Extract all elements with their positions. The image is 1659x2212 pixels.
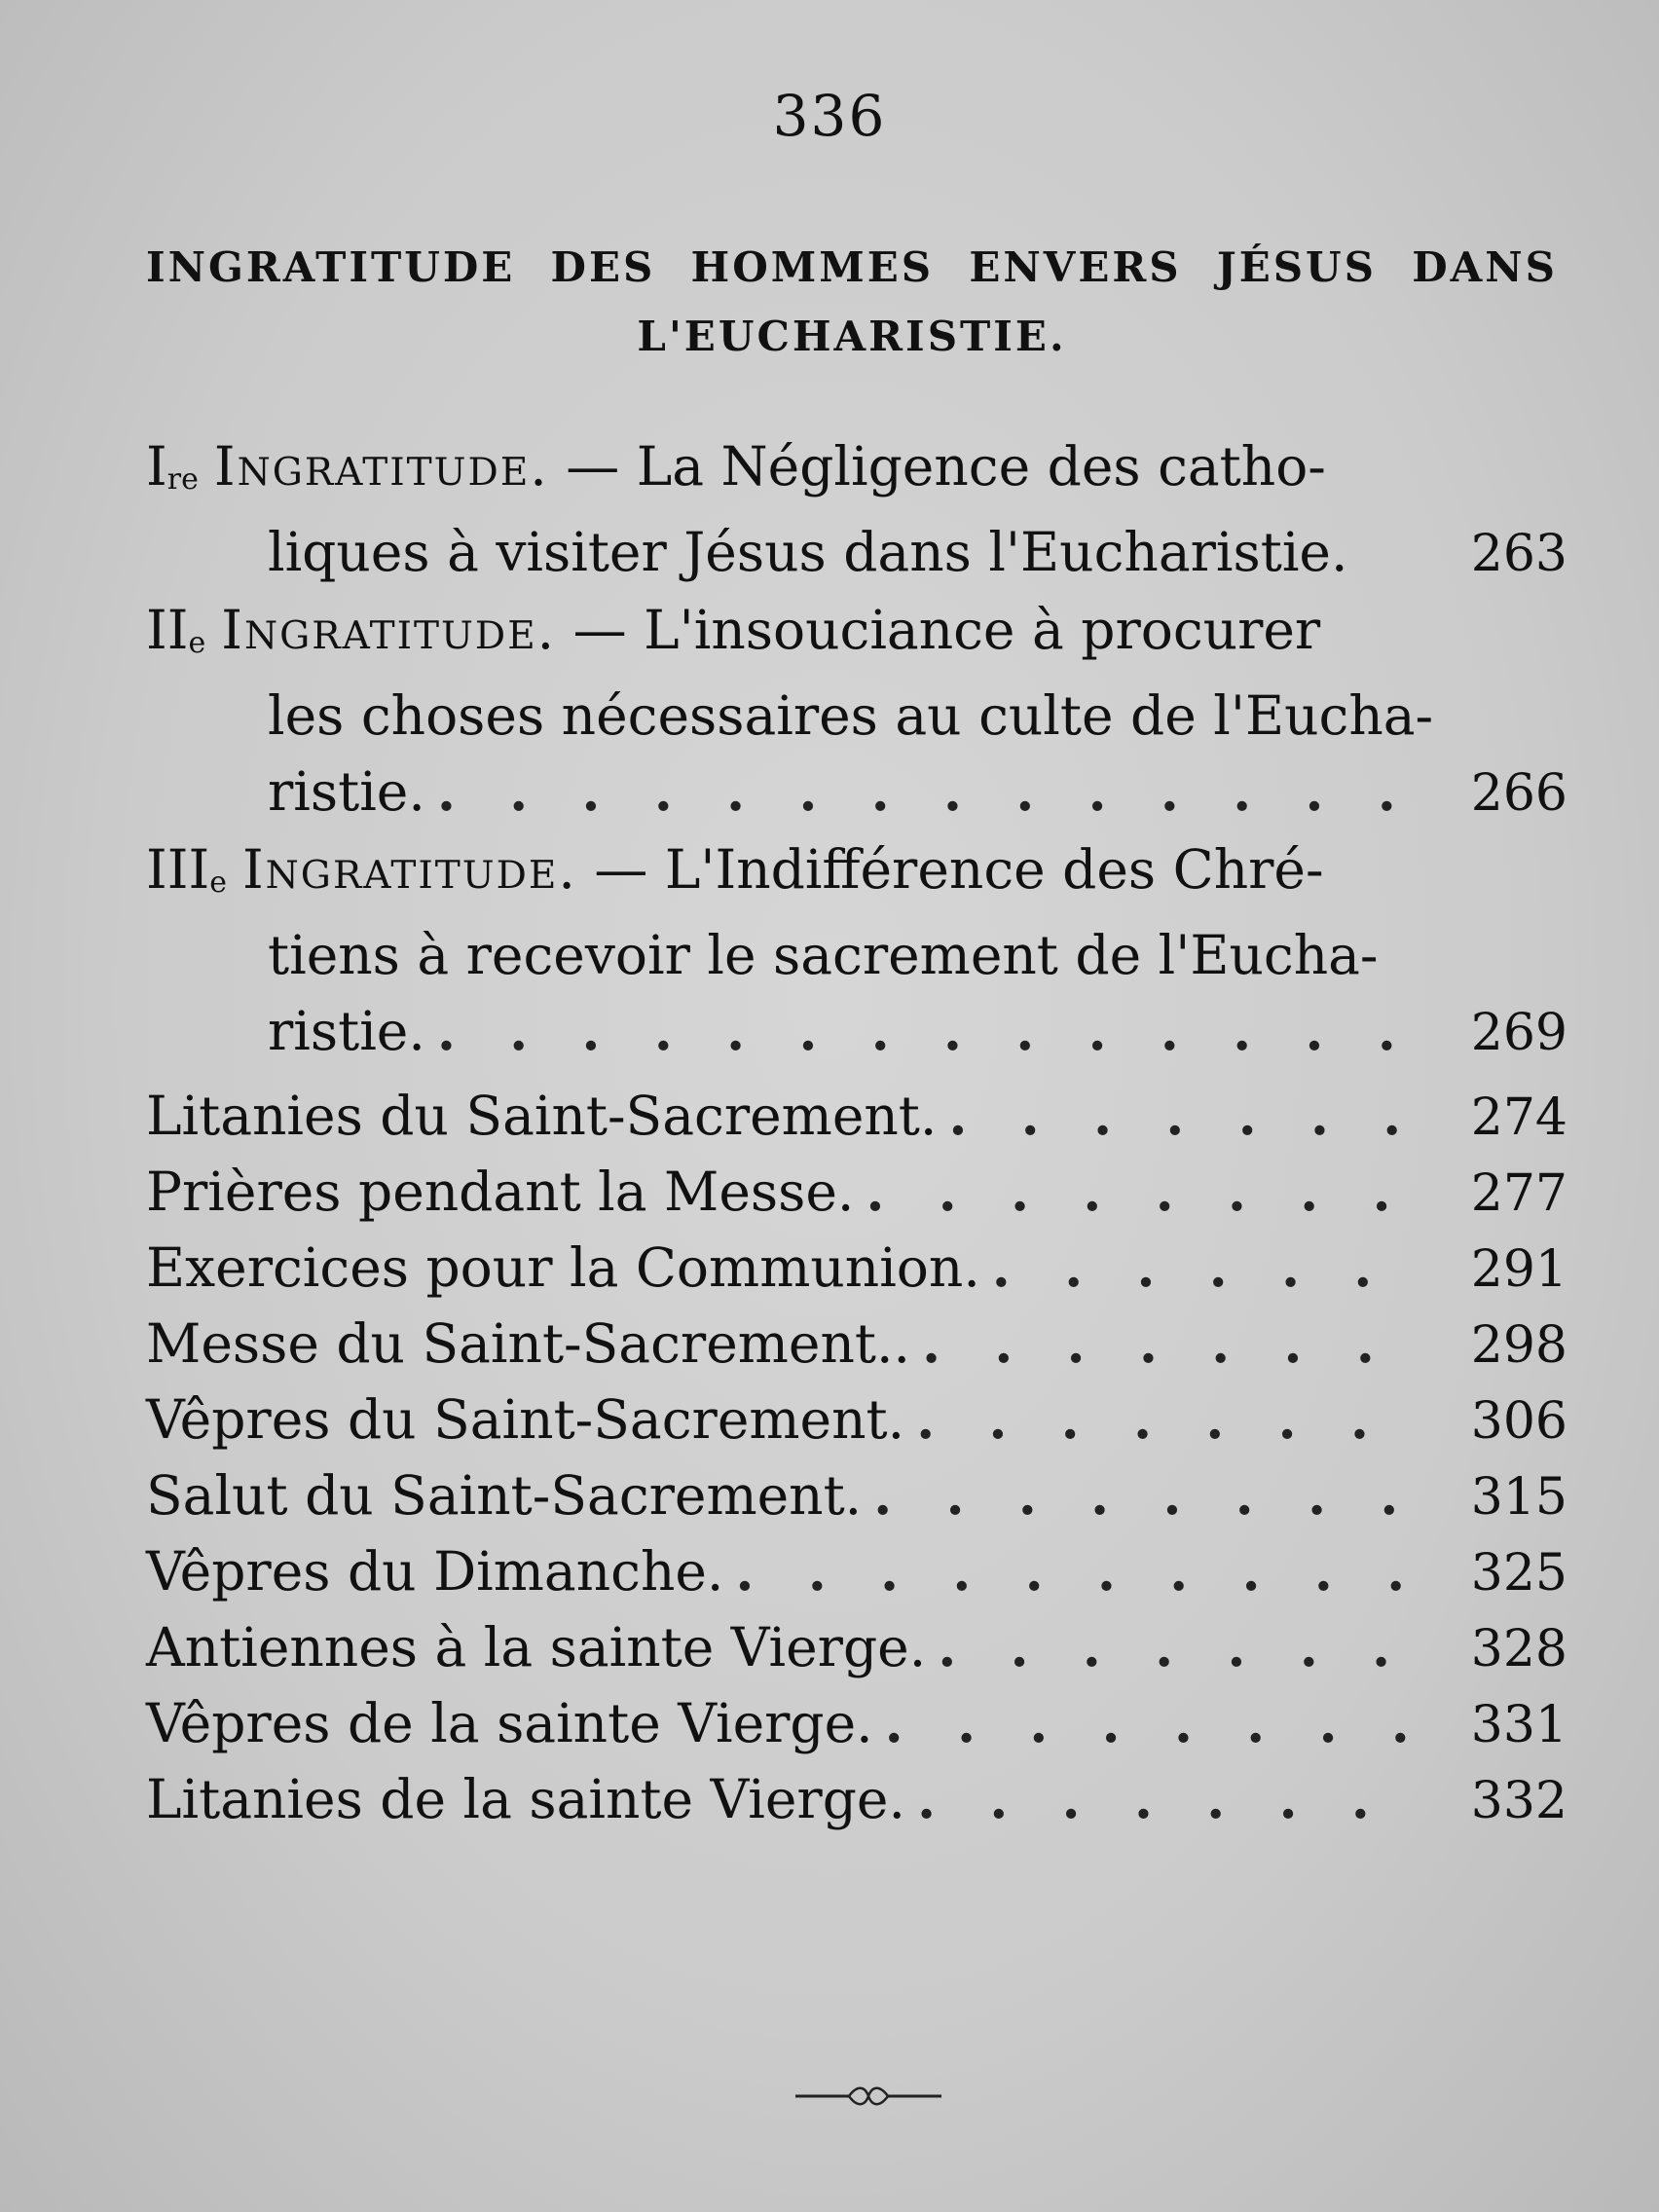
toc-entry[interactable] — [146, 1155, 1567, 1231]
title-word: DES — [550, 243, 656, 291]
roman-numeral: II — [146, 599, 189, 661]
page-reference: 306 — [1470, 1392, 1567, 1451]
roman-numeral: I — [146, 435, 167, 498]
page-reference: 263 — [1470, 525, 1567, 583]
entry-text-line: ristie. — [268, 1000, 425, 1062]
entry-text-line: tiens à recevoir le sacrement de l'Eucha- — [268, 924, 1379, 986]
title-word: HOMMES — [690, 243, 935, 291]
entry-title: Litanies du Saint-Sacrement. — [146, 1085, 938, 1147]
page-reference: 315 — [1470, 1468, 1567, 1527]
dot-leader — [866, 1155, 1425, 1229]
entry-title: Messe du Saint-Sacrement.. — [146, 1312, 910, 1375]
contents-list — [146, 1079, 1567, 1838]
ordinal-suffix: re — [166, 462, 199, 497]
page-number: 336 — [772, 83, 887, 149]
section-title-line-1 — [146, 243, 1558, 291]
title-word: ENVERS — [969, 243, 1182, 291]
entry-text-line: les choses nécessaires au culte de l'Eucha- — [268, 684, 1434, 747]
entry-label: Ingratitude. — [213, 435, 549, 498]
dot-leader — [735, 1534, 1425, 1608]
entry-text-line: liques à visiter Jésus dans l'Eucharistie. — [268, 521, 1348, 583]
entry-label: Ingratitude. — [221, 599, 557, 661]
toc-entry[interactable] — [146, 1534, 1567, 1610]
dot-leader — [916, 1382, 1425, 1456]
entry-text-line: — La Négligence des catho- — [566, 435, 1326, 498]
dot-leader — [873, 1458, 1425, 1532]
toc-entry[interactable] — [146, 1686, 1567, 1762]
dot-leader — [437, 993, 1425, 1069]
title-word: INGRATITUDE — [146, 243, 516, 291]
section-title-line-2: L'EUCHARISTIE. — [637, 313, 1067, 360]
dot-leader — [992, 1231, 1425, 1305]
entry-text-line: — L'Indifférence des Chré- — [594, 838, 1324, 901]
toc-entry[interactable] — [146, 1610, 1567, 1686]
toc-entry-ingratitude-2[interactable] — [146, 592, 1567, 831]
dot-leader — [437, 754, 1425, 830]
toc-entry[interactable] — [146, 1231, 1567, 1307]
entry-title: Exercices pour la Communion. — [146, 1236, 980, 1299]
entry-title: Vêpres de la sainte Vierge. — [146, 1692, 873, 1754]
toc-entry[interactable] — [146, 1762, 1567, 1838]
entry-title: Vêpres du Dimanche. — [146, 1540, 724, 1603]
page-reference: 328 — [1470, 1620, 1567, 1678]
page-reference: 274 — [1470, 1088, 1567, 1147]
entry-text-line: ristie. — [268, 760, 425, 823]
dot-leader — [917, 1762, 1425, 1836]
ornament-flourish — [791, 2082, 946, 2111]
page-reference: 291 — [1470, 1240, 1567, 1299]
entry-title: Vêpres du Saint-Sacrement. — [146, 1388, 905, 1451]
toc-entry[interactable] — [146, 1307, 1567, 1382]
toc-entry-ingratitude-1[interactable] — [146, 428, 1567, 592]
page-reference: 266 — [1470, 764, 1567, 823]
dot-leader — [948, 1079, 1425, 1153]
toc-entry-ingratitude-3[interactable] — [146, 831, 1567, 1071]
ordinal-suffix: e — [209, 866, 227, 900]
toc-entry[interactable] — [146, 1382, 1567, 1458]
entry-title: Prières pendant la Messe. — [146, 1161, 855, 1223]
ingratitude-list — [146, 428, 1567, 1071]
page-reference: 298 — [1470, 1316, 1567, 1375]
title-word: DANS — [1412, 243, 1558, 291]
entry-text-line: — L'insouciance à procurer — [572, 599, 1321, 661]
dot-leader — [885, 1686, 1425, 1760]
page-reference: 277 — [1470, 1164, 1567, 1223]
page-reference: 332 — [1470, 1772, 1567, 1830]
page-reference: 269 — [1470, 1004, 1567, 1062]
toc-entry[interactable] — [146, 1079, 1567, 1155]
roman-numeral: III — [146, 838, 210, 901]
dot-leader — [922, 1307, 1425, 1381]
entry-title: Antiennes à la sainte Vierge. — [146, 1616, 927, 1678]
entry-title: Salut du Saint-Sacrement. — [146, 1464, 863, 1527]
page-reference: 331 — [1470, 1696, 1567, 1754]
toc-entry[interactable] — [146, 1458, 1567, 1534]
dot-leader — [938, 1610, 1425, 1684]
ordinal-suffix: e — [188, 626, 206, 660]
section-title — [146, 243, 1558, 360]
entry-title: Litanies de la sainte Vierge. — [146, 1768, 905, 1830]
entry-label: Ingratitude. — [241, 838, 577, 901]
page-reference: 325 — [1470, 1544, 1567, 1603]
title-word: JÉSUS — [1216, 243, 1378, 291]
